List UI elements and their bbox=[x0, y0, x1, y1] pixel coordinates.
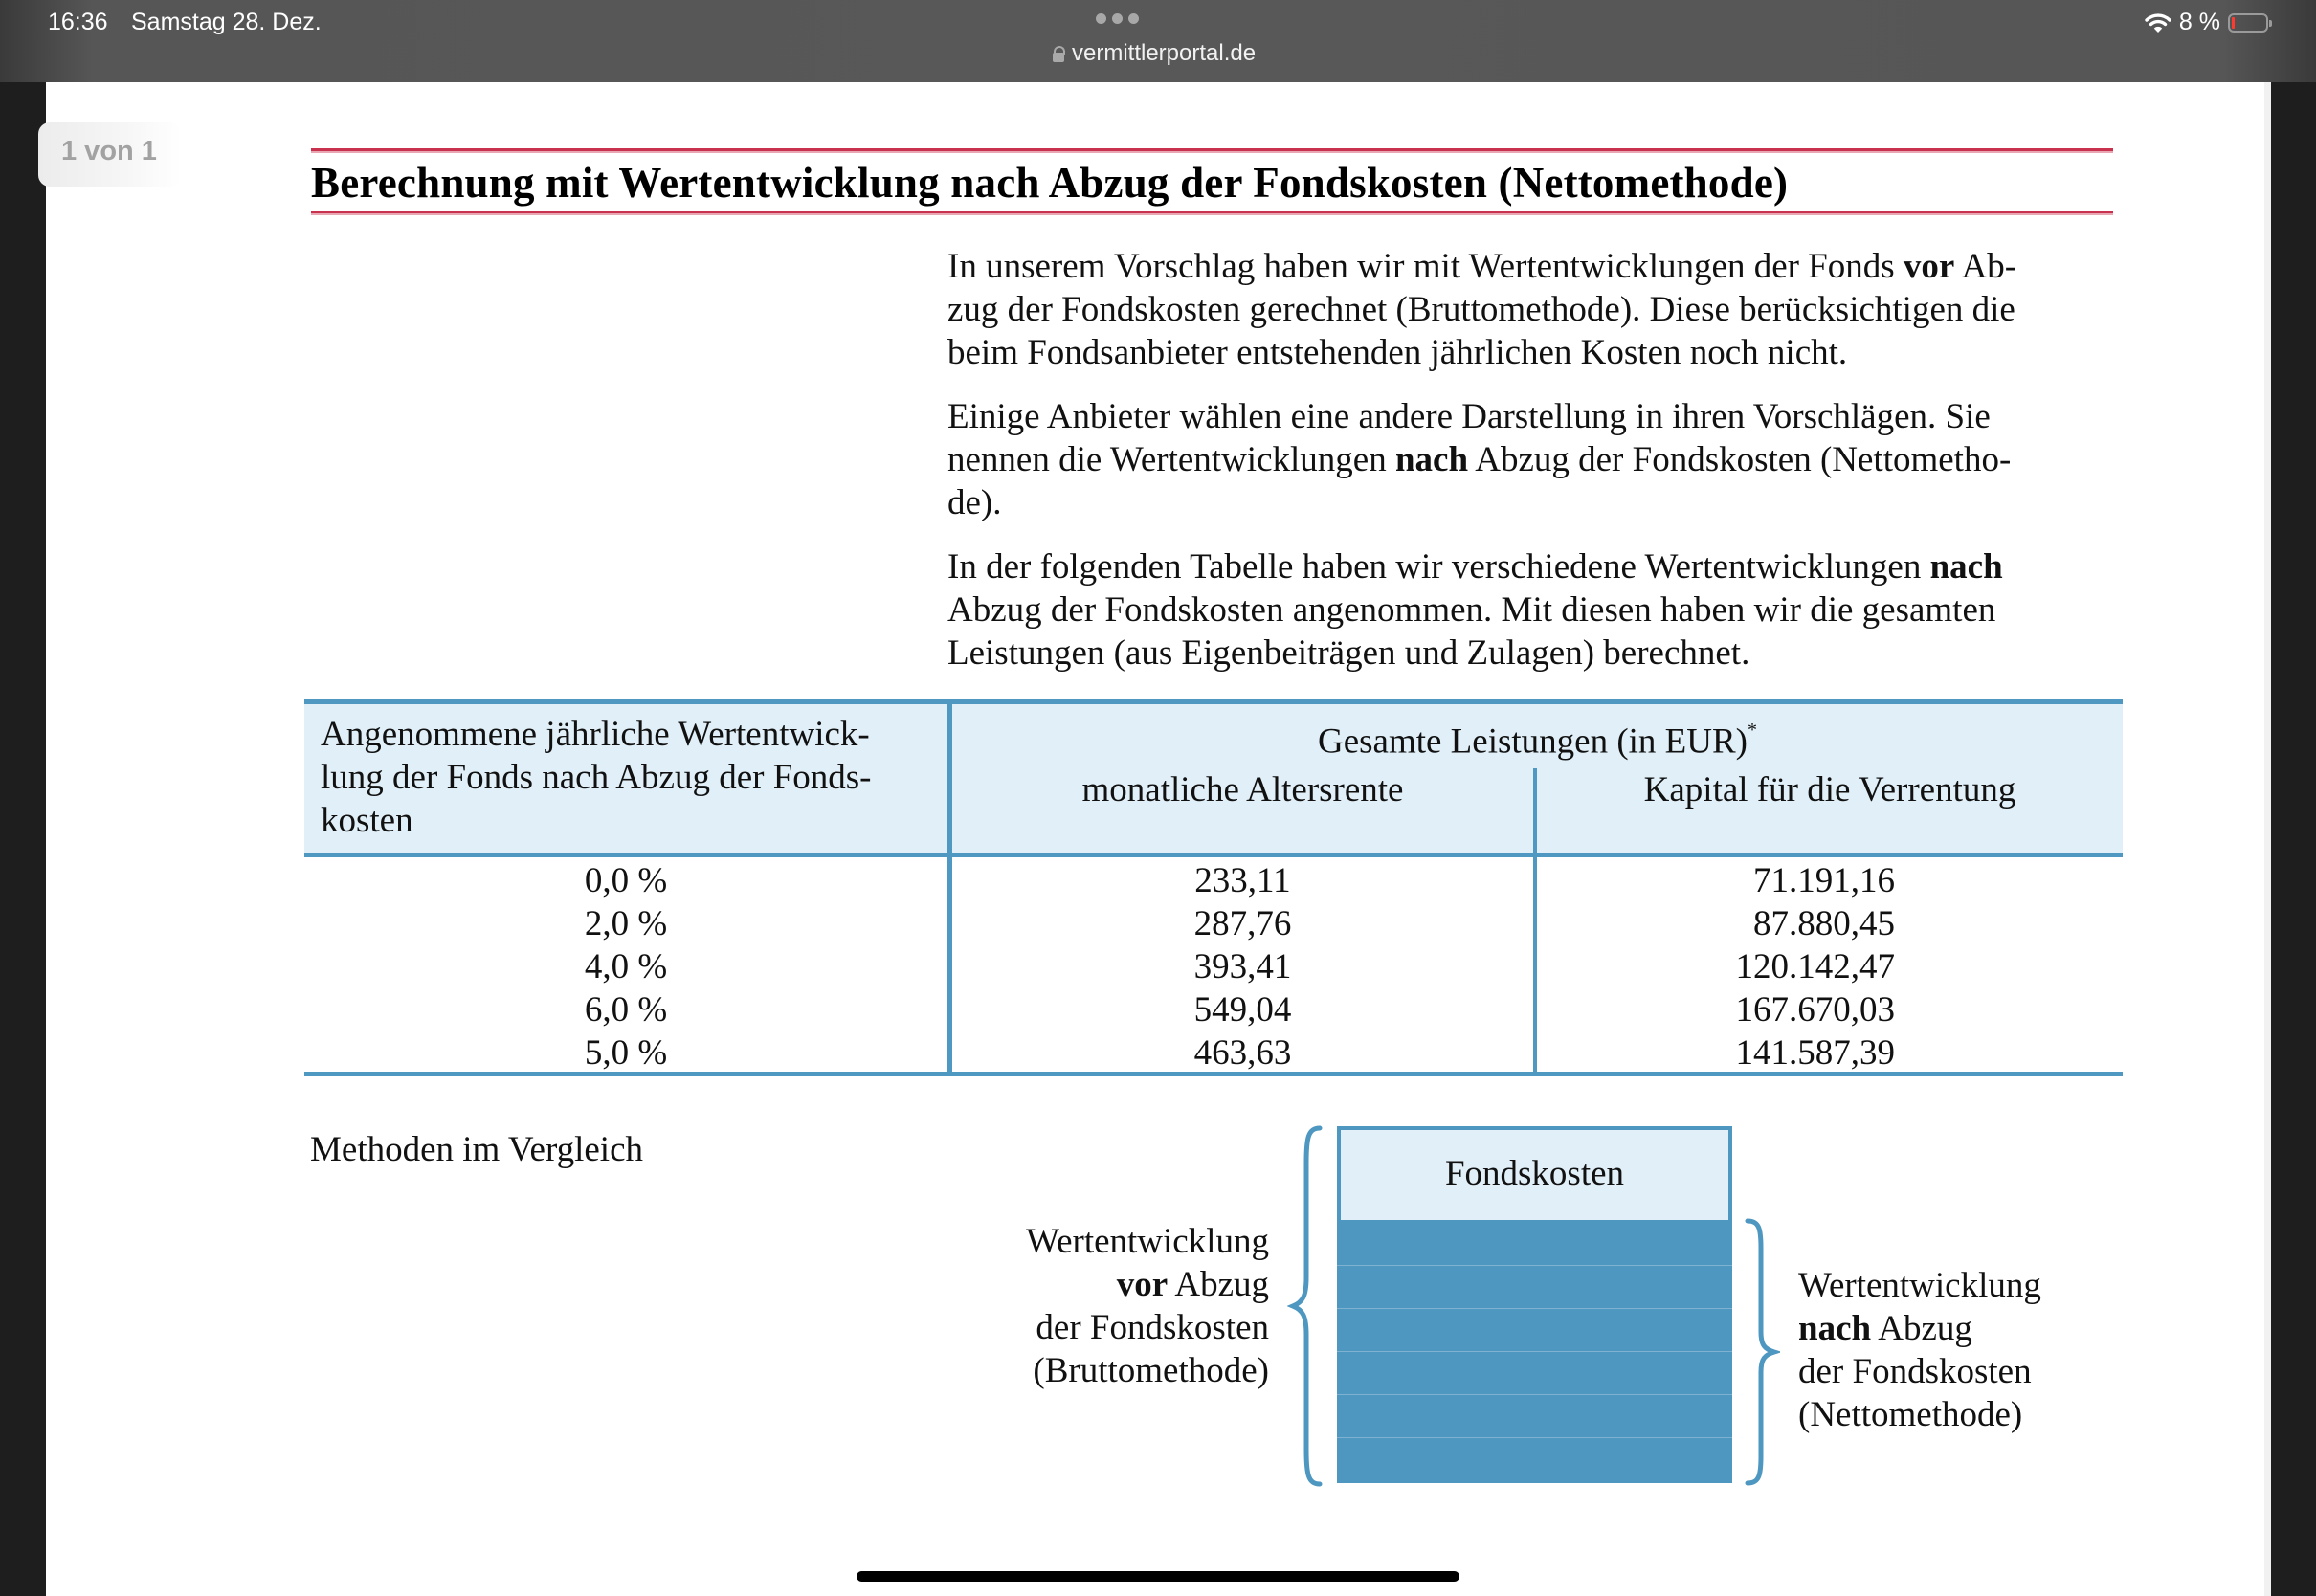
fund-costs-label: Fondskosten bbox=[1444, 1154, 1625, 1193]
label-line bbox=[1026, 1349, 1269, 1392]
text-segment: (Nettomethode) bbox=[1798, 1395, 2023, 1434]
label-line bbox=[1026, 1220, 1269, 1263]
label-line bbox=[1798, 1393, 2041, 1436]
emphasis-text: nach bbox=[1394, 440, 1469, 479]
status-bar bbox=[0, 0, 2316, 82]
text-segment: zug der Fondskosten gerechnet (Bruttomethode). Diese berücksichtigen die bbox=[947, 290, 2015, 329]
text-segment: Abzug der Fondskosten angenommen. Mit diesen haben wir die gesamten bbox=[947, 590, 1996, 630]
emphasis-text: vor bbox=[1116, 1265, 1169, 1304]
paragraph-line bbox=[947, 545, 2105, 588]
cell-rate: 6,0 % bbox=[584, 990, 668, 1030]
header-monthly-pension: monatliche Altersrente bbox=[1081, 770, 1404, 809]
cell-monthly-pension: 463,63 bbox=[1193, 1033, 1292, 1073]
label-line bbox=[1798, 1264, 2041, 1307]
text-segment: Wertentwicklung bbox=[1026, 1222, 1269, 1261]
cell-monthly-pension: 233,11 bbox=[1194, 861, 1291, 900]
text-segment: der Fondskosten bbox=[1036, 1308, 1269, 1347]
box-band-line bbox=[1337, 1308, 1732, 1309]
paragraph-line bbox=[947, 245, 2105, 288]
text-segment: Einige Anbieter wählen eine andere Darstellung in ihren Vorschlägen. Sie bbox=[947, 397, 1991, 436]
page-edge bbox=[2264, 82, 2271, 1596]
text-segment: Abzug bbox=[1871, 1309, 1972, 1348]
header-rate bbox=[321, 713, 943, 842]
paragraph-line bbox=[947, 288, 2105, 331]
cell-capital: 167.670,03 bbox=[1735, 990, 1895, 1030]
right-brace-icon bbox=[1742, 1217, 1780, 1487]
paragraph-line bbox=[947, 588, 2105, 632]
header-total-benefits bbox=[952, 713, 2123, 763]
cell-monthly-pension: 549,04 bbox=[1193, 990, 1292, 1030]
text-segment: de). bbox=[947, 483, 1002, 522]
text-segment: nennen die Wertentwicklungen bbox=[947, 440, 1395, 479]
cell-rate: 5,0 % bbox=[584, 1033, 668, 1073]
text-segment: Abzug der Fondskosten (Nettometho- bbox=[1468, 440, 2012, 479]
left-brace-icon bbox=[1287, 1124, 1325, 1488]
box-band-line bbox=[1337, 1265, 1732, 1266]
text-segment: (Bruttomethode) bbox=[1033, 1351, 1269, 1390]
table-border-top bbox=[304, 699, 2123, 704]
cell-capital: 87.880,45 bbox=[1753, 904, 1895, 943]
text-segment: Leistungen (aus Eigenbeiträgen und Zulagen) berechnet. bbox=[947, 633, 1750, 673]
text-segment: der Fondskosten bbox=[1798, 1352, 2032, 1391]
label-line bbox=[1798, 1307, 2041, 1350]
heading-rule-top bbox=[311, 148, 2113, 151]
text-segment: Wertentwicklung bbox=[1798, 1266, 2041, 1305]
cell-capital: 141.587,39 bbox=[1735, 1033, 1895, 1073]
page-counter: 1 von 1 bbox=[38, 122, 182, 187]
page-title: Berechnung mit Wertentwicklung nach Abzug der Fondskosten (Nettomethode) bbox=[311, 159, 1789, 207]
text-segment: Ab- bbox=[1954, 247, 2017, 286]
label-line bbox=[1026, 1306, 1269, 1349]
cell-rate: 0,0 % bbox=[584, 861, 668, 900]
lock-icon bbox=[1053, 46, 1064, 61]
text-segment: beim Fondsanbieter entstehenden jährlichen Kosten noch nicht. bbox=[947, 333, 1848, 372]
status-date: Samstag 28. Dez. bbox=[131, 9, 322, 35]
battery-percent: 8 % bbox=[2178, 9, 2220, 35]
intro-paragraph-2 bbox=[947, 395, 2105, 524]
footnote-marker: * bbox=[1748, 720, 1758, 741]
cell-capital: 71.191,16 bbox=[1753, 861, 1895, 900]
text-segment: Abzug bbox=[1168, 1265, 1269, 1304]
header-total-benefits-text: Gesamte Leistungen (in EUR) bbox=[1317, 721, 1748, 762]
heading-rule-bottom bbox=[311, 211, 2113, 213]
header-rate-line: kosten bbox=[321, 801, 413, 840]
box-band-line bbox=[1337, 1351, 1732, 1352]
label-line bbox=[1798, 1350, 2041, 1393]
box-band-line bbox=[1337, 1437, 1732, 1438]
cell-monthly-pension: 287,76 bbox=[1193, 904, 1292, 943]
comparison-title: Methoden im Vergleich bbox=[310, 1130, 644, 1169]
emphasis-text: nach bbox=[1929, 547, 2003, 587]
results-table bbox=[304, 699, 2123, 1076]
paragraph-line bbox=[947, 632, 2105, 675]
table-header-border bbox=[304, 853, 2123, 857]
box-band-line bbox=[1337, 1394, 1732, 1395]
address-bar[interactable] bbox=[1053, 40, 1256, 67]
url-text: vermittlerportal.de bbox=[1072, 40, 1257, 66]
header-rate-line: lung der Fonds nach Abzug der Fonds- bbox=[321, 758, 872, 797]
text-segment: In unserem Vorschlag haben wir mit Wertentwicklungen der Fonds bbox=[947, 247, 1904, 286]
text-segment: In der folgenden Tabelle haben wir verschiedene Wertentwicklungen bbox=[947, 547, 1930, 587]
header-rate-line: Angenommene jährliche Wertentwick- bbox=[321, 715, 870, 754]
emphasis-text: nach bbox=[1798, 1309, 1872, 1348]
home-indicator[interactable] bbox=[857, 1571, 1459, 1582]
status-indicators bbox=[2145, 9, 2268, 36]
intro-paragraph-3 bbox=[947, 545, 2105, 675]
fund-value-box bbox=[1337, 1126, 1732, 1483]
paragraph-line bbox=[947, 331, 2105, 374]
paragraph-line bbox=[947, 395, 2105, 438]
wifi-icon bbox=[2145, 12, 2171, 33]
status-time: 16:36 bbox=[48, 9, 108, 35]
intro-paragraph-1 bbox=[947, 245, 2105, 374]
cell-rate: 2,0 % bbox=[584, 904, 668, 943]
paragraph-line bbox=[947, 438, 2105, 481]
more-dots-icon[interactable] bbox=[1096, 13, 1139, 24]
cell-rate: 4,0 % bbox=[584, 947, 668, 986]
gross-method-label bbox=[1026, 1220, 1269, 1392]
cell-capital: 120.142,47 bbox=[1735, 947, 1895, 986]
emphasis-text: vor bbox=[1903, 247, 1955, 286]
battery-level bbox=[2232, 17, 2235, 29]
label-line bbox=[1026, 1263, 1269, 1306]
cell-monthly-pension: 393,41 bbox=[1193, 947, 1292, 986]
net-method-label bbox=[1798, 1264, 2041, 1436]
header-capital: Kapital für die Verrentung bbox=[1643, 770, 2016, 809]
battery-icon bbox=[2228, 13, 2268, 33]
paragraph-line bbox=[947, 481, 2105, 524]
